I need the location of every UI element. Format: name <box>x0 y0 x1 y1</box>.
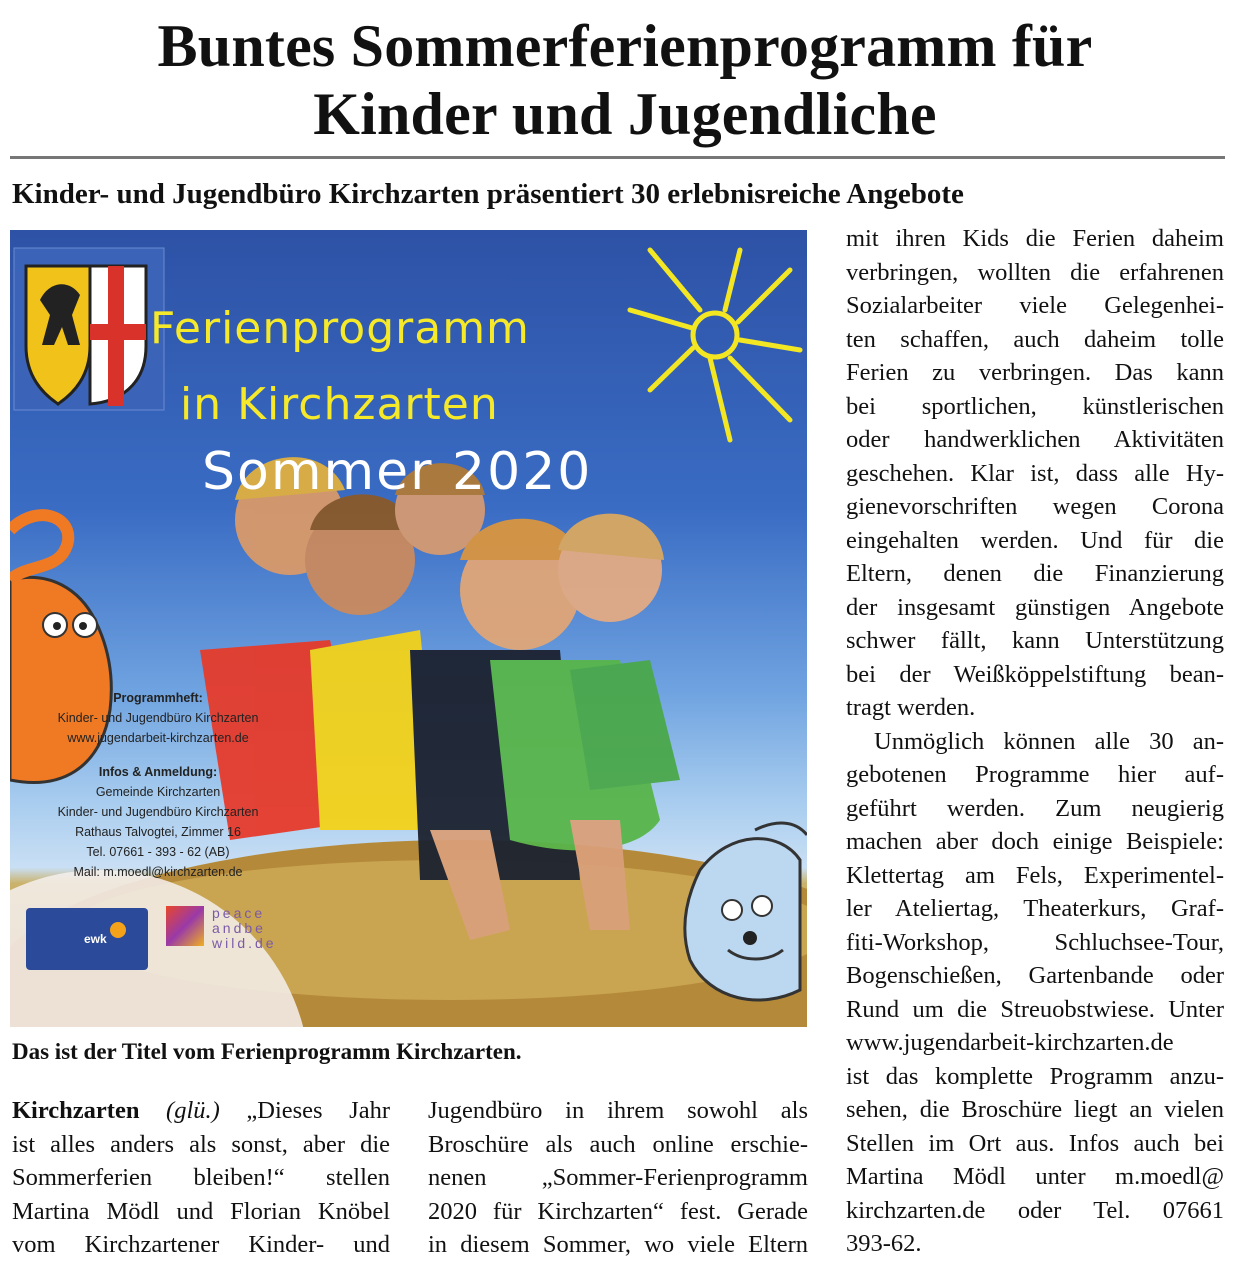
article-line: ler Ateliertag, Theaterkurs, Graf- <box>846 895 1224 922</box>
coat-of-arms-icon <box>14 248 164 410</box>
poster-title-line-1: Ferienprogramm <box>150 303 530 354</box>
info-mail: Mail: m.moedl@kirchzarten.de <box>73 865 243 879</box>
poster-image <box>10 230 807 1027</box>
article-line: kirchzarten.de oder Tel. 07661 <box>846 1196 1224 1224</box>
article-line: 393-62. <box>846 1230 922 1257</box>
article-line: Rund um die Streuobstwiese. Unter <box>846 995 1224 1023</box>
article-column-2 <box>428 1094 808 1262</box>
article-line: verbringen, wollten die erfahrenen <box>846 258 1224 286</box>
dog-icon <box>685 823 807 1000</box>
article-line: tragt werden. <box>846 694 976 721</box>
headline-rule <box>10 156 1225 159</box>
article-line: sehen, die Broschüre liegt an vielen <box>846 1096 1224 1123</box>
article-line: Sommerferien bleiben!“ stellen <box>12 1164 390 1191</box>
article-line: Eltern, denen die Finanzierung <box>846 560 1224 587</box>
article-column-1 <box>12 1094 390 1262</box>
article-line: geschehen. Klar ist, dass alle Hy- <box>846 459 1224 487</box>
article-column-3 <box>846 222 1224 1261</box>
article-line: nenen „Sommer-Ferienprogramm <box>428 1164 808 1191</box>
article-line: ist alles anders als sonst, aber die <box>12 1130 390 1158</box>
article-line: ist das komplette Programm anzu- <box>846 1062 1224 1090</box>
article-line: machen aber doch einige Beispiele: <box>846 828 1224 855</box>
article-line: gienevorschriften wegen Corona <box>846 493 1224 520</box>
info-line: Gemeinde Kirchzarten <box>95 785 221 799</box>
article-line: ten schaffen, auch daheim tolle <box>846 325 1224 353</box>
article-line: bei sportlichen, künstlerischen <box>846 392 1224 420</box>
article-line: vom Kirchzartener Kinder- und <box>12 1231 390 1258</box>
info-line: Kinder- und Jugendbüro Kirchzarten <box>57 711 259 725</box>
article-line: Bogenschießen, Gartenbande oder <box>846 962 1224 989</box>
ewk-logo: ewk <box>26 908 148 970</box>
article-line: Sozialarbeiter viele Gelegenhei- <box>846 292 1224 319</box>
article-line: Klettertag am Fels, Experimentel- <box>846 861 1224 889</box>
image-caption: Das ist der Titel vom Ferienprogramm Kirchzarten. <box>12 1039 522 1064</box>
article-line: 2020 für Kirchzarten“ fest. Gerade <box>428 1197 808 1225</box>
article-line: oder handwerklichen Aktivitäten <box>846 426 1224 453</box>
headline <box>0 12 1250 148</box>
article-line: Jugendbüro in ihrem sowohl als <box>428 1097 808 1124</box>
headline-line-1: Buntes Sommerferienprogramm für <box>157 13 1093 79</box>
sun-icon <box>630 250 800 440</box>
article-line: gebotenen Programme hier auf- <box>846 761 1224 788</box>
article-line: bei der Weißköppelstiftung bean- <box>846 660 1224 688</box>
article-line: Ferien zu verbringen. Das kann <box>846 359 1224 386</box>
info-heading-registration: Infos & Anmeldung: <box>98 765 218 779</box>
poster-info <box>10 688 306 882</box>
article-line: Kirchzarten (glü.) „Dieses Jahr <box>12 1097 390 1124</box>
headline-line-2: Kinder und Jugendliche <box>313 81 937 147</box>
article-line: geführt werden. Zum neugierig <box>846 794 1224 822</box>
info-line: Kinder- und Jugendbüro Kirchzarten <box>57 805 259 819</box>
article-line: Martina Mödl und Florian Knöbel <box>12 1197 390 1225</box>
article-line: Stellen im Ort aus. Infos auch bei <box>846 1129 1224 1157</box>
article-line: mit ihren Kids die Ferien daheim <box>846 225 1224 252</box>
article-line: Unmöglich können alle 30 an- <box>874 727 1224 755</box>
article-line: www.jugendarbeit-kirchzarten.de <box>846 1029 1174 1056</box>
article-line: Broschüre als auch online erschie- <box>428 1130 808 1158</box>
article-line: der insgesamt günstigen Angebote <box>846 593 1224 621</box>
article-line: eingehalten werden. Und für die <box>846 526 1224 554</box>
poster-season: Sommer 2020 <box>202 442 593 502</box>
article-line: Martina Mödl unter m.moedl@ <box>846 1163 1224 1190</box>
poster-title-line-2: in Kirchzarten <box>180 379 499 430</box>
article-line: fiti-Workshop, Schluchsee-Tour, <box>846 928 1224 956</box>
article-line: schwer fällt, kann Unterstützung <box>846 627 1224 654</box>
subheadline: Kinder- und Jugendbüro Kirchzarten präsentiert 30 erlebnisreiche Angebote <box>12 178 964 210</box>
peace-and-be-wild-logo: peace andbe wild.de <box>166 906 298 952</box>
info-heading-program: Programmheft: <box>113 691 203 705</box>
author-tag: (glü.) <box>166 1097 220 1124</box>
info-phone: Tel. 07661 - 393 - 62 (AB) <box>86 845 230 859</box>
dateline: Kirchzarten <box>12 1097 140 1124</box>
info-url: www.jugendarbeit-kirchzarten.de <box>67 731 249 745</box>
info-line: Rathaus Talvogtei, Zimmer 16 <box>75 825 241 839</box>
article-line: in diesem Sommer, wo viele Eltern <box>428 1231 808 1258</box>
